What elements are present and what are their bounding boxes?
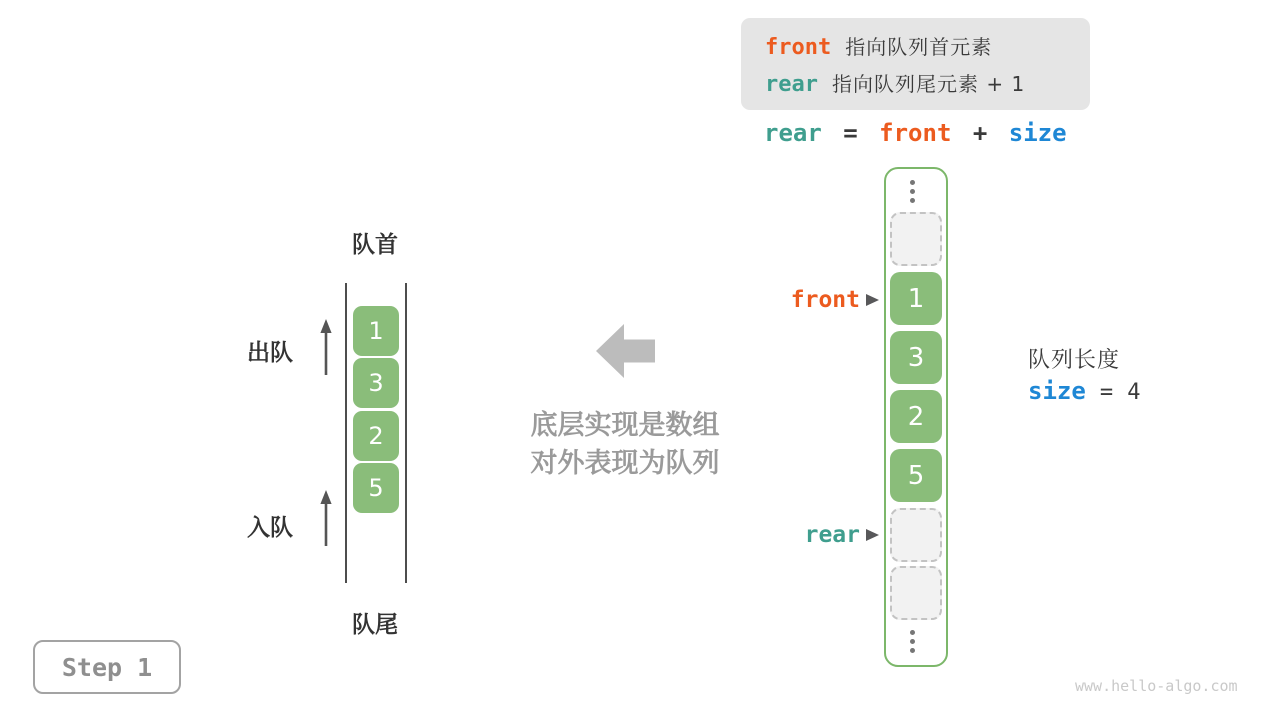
queue-front-label: 队首 (352, 232, 398, 258)
rear-description: 指向队列尾元素 + 1 (831, 72, 1026, 96)
formula-plus: + (972, 119, 988, 147)
queue-cell: 3 (353, 358, 399, 408)
legend-front-line (765, 31, 1090, 60)
enqueue-arrow-icon (317, 490, 335, 548)
size-keyword: size (1028, 377, 1086, 405)
rear-pointer-label: rear (804, 522, 860, 548)
queue-cell: 5 (353, 463, 399, 513)
dequeue-label: 出队 (247, 340, 293, 366)
rear-keyword: rear (765, 72, 818, 97)
queue-cell: 2 (353, 411, 399, 461)
queue-left-wall (345, 283, 347, 583)
legend-box (741, 18, 1090, 110)
legend-rear-line (765, 68, 1090, 97)
array-cell-empty (890, 508, 942, 562)
watermark: www.hello-algo.com (1075, 677, 1238, 695)
array-cell-empty (890, 212, 942, 266)
formula-size: size (1008, 119, 1067, 147)
enqueue-label: 入队 (247, 515, 293, 541)
formula-equals: = (843, 119, 858, 147)
queue-length-label: 队列长度 (1028, 348, 1121, 373)
queue-cell: 1 (353, 306, 399, 356)
formula-front: front (879, 119, 952, 147)
array-cell: 1 (890, 272, 942, 325)
queue-right-wall (405, 283, 407, 583)
front-pointer-label: front (790, 287, 860, 313)
ellipsis-top-icon (910, 180, 915, 203)
formula (764, 119, 1067, 147)
left-block-arrow-icon (596, 324, 655, 378)
step-badge: Step 1 (33, 640, 181, 694)
caption-line1: 底层实现是数组 (530, 410, 720, 441)
caption-text (505, 407, 745, 483)
array-cell-empty (890, 566, 942, 620)
array-cell: 5 (890, 449, 942, 502)
front-pointer-arrow-icon (866, 294, 879, 306)
front-keyword: front (765, 35, 832, 60)
caption-line2: 对外表现为队列 (530, 448, 720, 479)
size-value: 4 (1127, 380, 1141, 405)
array-cell: 3 (890, 331, 942, 384)
ellipsis-bottom-icon (910, 630, 915, 653)
queue-rear-label: 队尾 (352, 612, 398, 638)
rear-pointer-arrow-icon (866, 529, 879, 541)
formula-rear: rear (764, 119, 822, 147)
size-equals: = (1099, 380, 1114, 405)
front-description: 指向队列首元素 (845, 35, 993, 59)
array-cell: 2 (890, 390, 942, 443)
size-value-line (1028, 377, 1140, 405)
dequeue-arrow-icon (317, 319, 335, 377)
